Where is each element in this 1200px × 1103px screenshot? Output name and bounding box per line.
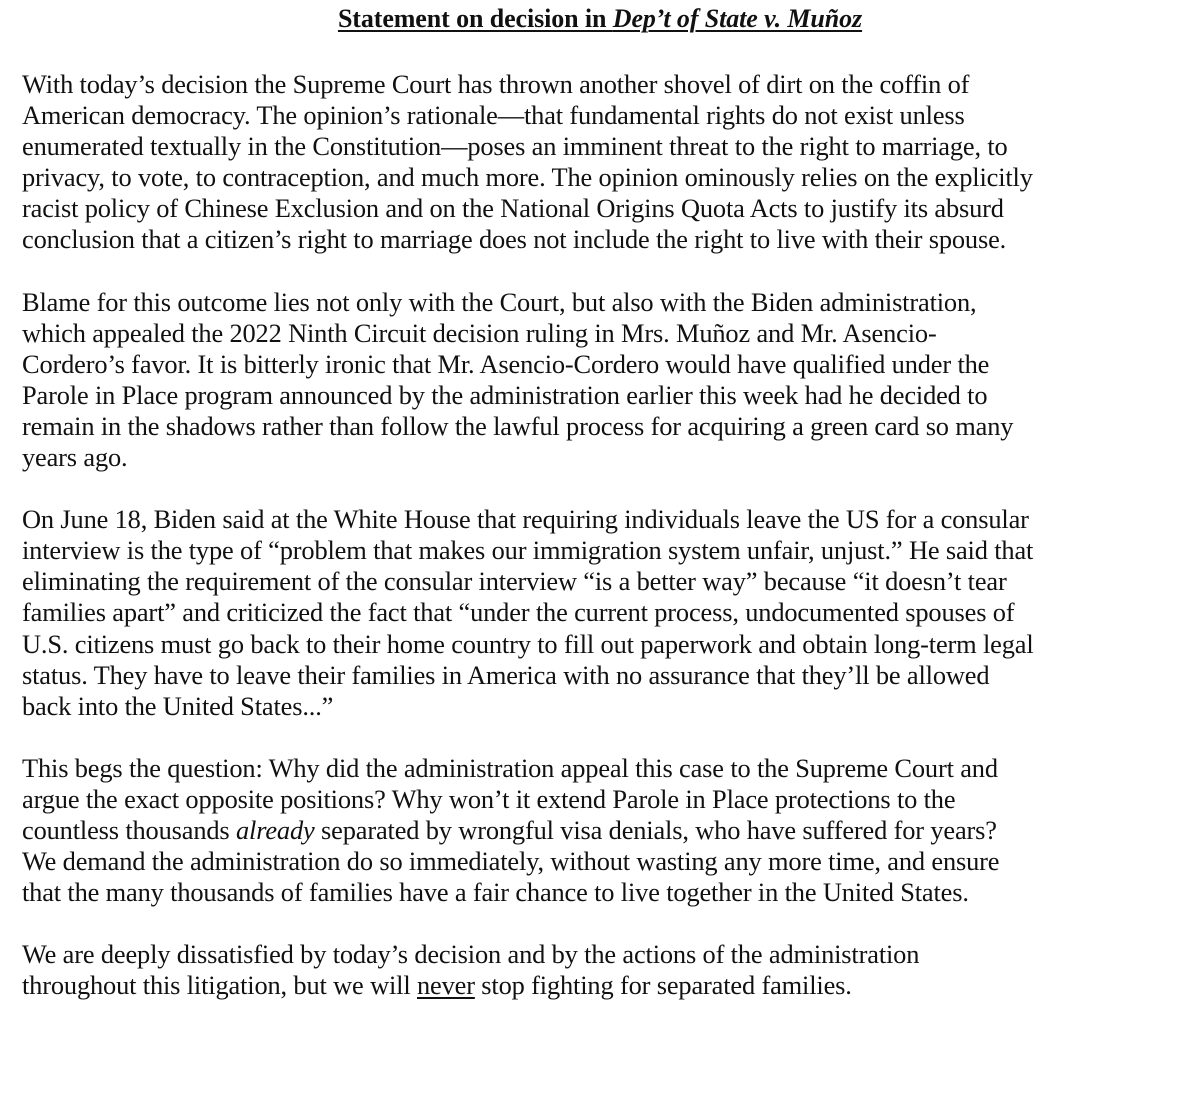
document-title [22,3,1178,35]
text-line: Blame for this outcome lies not only with the Court, but also with the Biden administration, [22,286,977,317]
text-line: families apart” and criticized the fact that “under the current process, undocumented spouses of [22,597,1015,628]
text-line: enumerated textually in the Constitution—poses an imminent threat to the right to marriage, to [22,131,1008,162]
text-line: Parole in Place program announced by the administration earlier this week had he decided to [22,379,988,410]
text-line: eliminating the requirement of the consular interview “is a better way” because “it doesn’t tear [22,566,1007,597]
text-line: American democracy. The opinion’s rationale—that fundamental rights do not exist unless [22,100,965,131]
paragraph-biden-quote [22,504,1178,722]
paragraph-question [22,753,1178,908]
title-case-name: Dep’t of State v. Muñoz [612,4,863,33]
text-line: We are deeply dissatisfied by today’s decision and by the actions of the administration [22,939,920,970]
title-prefix: Statement on decision in [337,4,613,33]
italic-emphasis: already [235,814,315,845]
text-line: racist policy of Chinese Exclusion and on the National Origins Quota Acts to justify its absurd [22,193,1004,224]
text-line: remain in the shadows rather than follow the lawful process for acquiring a green card so many [22,410,1014,441]
text-line-with-underline [22,970,1178,1001]
text-line: status. They have to leave their families in America with no assurance that they’ll be allowed [22,659,990,690]
text-line: privacy, to vote, to contraception, and much more. The opinion ominously relies on the explicitly [22,162,1033,193]
text-segment: throughout this litigation, but we will [22,970,417,1001]
text-line: Cordero’s favor. It is bitterly ironic that Mr. Asencio-Cordero would have qualified under the [22,348,990,379]
text-line: interview is the type of “problem that makes our immigration system unfair, unjust.” He said that [22,535,1034,566]
paragraph-blame [22,287,1178,474]
text-line: back into the United States...” [22,690,334,721]
paragraph-closing [22,939,1178,1001]
text-line: With today’s decision the Supreme Court has thrown another shovel of dirt on the coffin of [22,69,970,99]
paragraph-decision [22,69,1178,256]
text-line: that the many thousands of families have a fair chance to live together in the United States. [22,877,969,908]
title-underlined [338,4,862,33]
text-segment: separated by wrongful visa denials, who have suffered for years? [314,814,997,845]
text-line: which appealed the 2022 Ninth Circuit decision ruling in Mrs. Muñoz and Mr. Asencio- [22,317,937,348]
text-line: years ago. [22,442,128,473]
text-line: On June 18, Biden said at the White House that requiring individuals leave the US for a consular [22,504,1029,535]
text-segment: countless thousands [22,814,236,845]
text-line: argue the exact opposite positions? Why won’t it extend Parole in Place protections to the [22,783,956,814]
text-line: conclusion that a citizen’s right to marriage does not include the right to live with their spouse. [22,224,1007,255]
text-segment: stop fighting for separated families. [474,970,852,1001]
text-line: We demand the administration do so immediately, without wasting any more time, and ensure [22,846,1000,877]
underlined-emphasis: never [416,970,475,1001]
text-line: This begs the question: Why did the administration appeal this case to the Supreme Court and [22,752,998,783]
text-line: U.S. citizens must go back to their home country to fill out paperwork and obtain long-term legal [22,628,1034,659]
text-line-with-italic [22,815,1178,846]
